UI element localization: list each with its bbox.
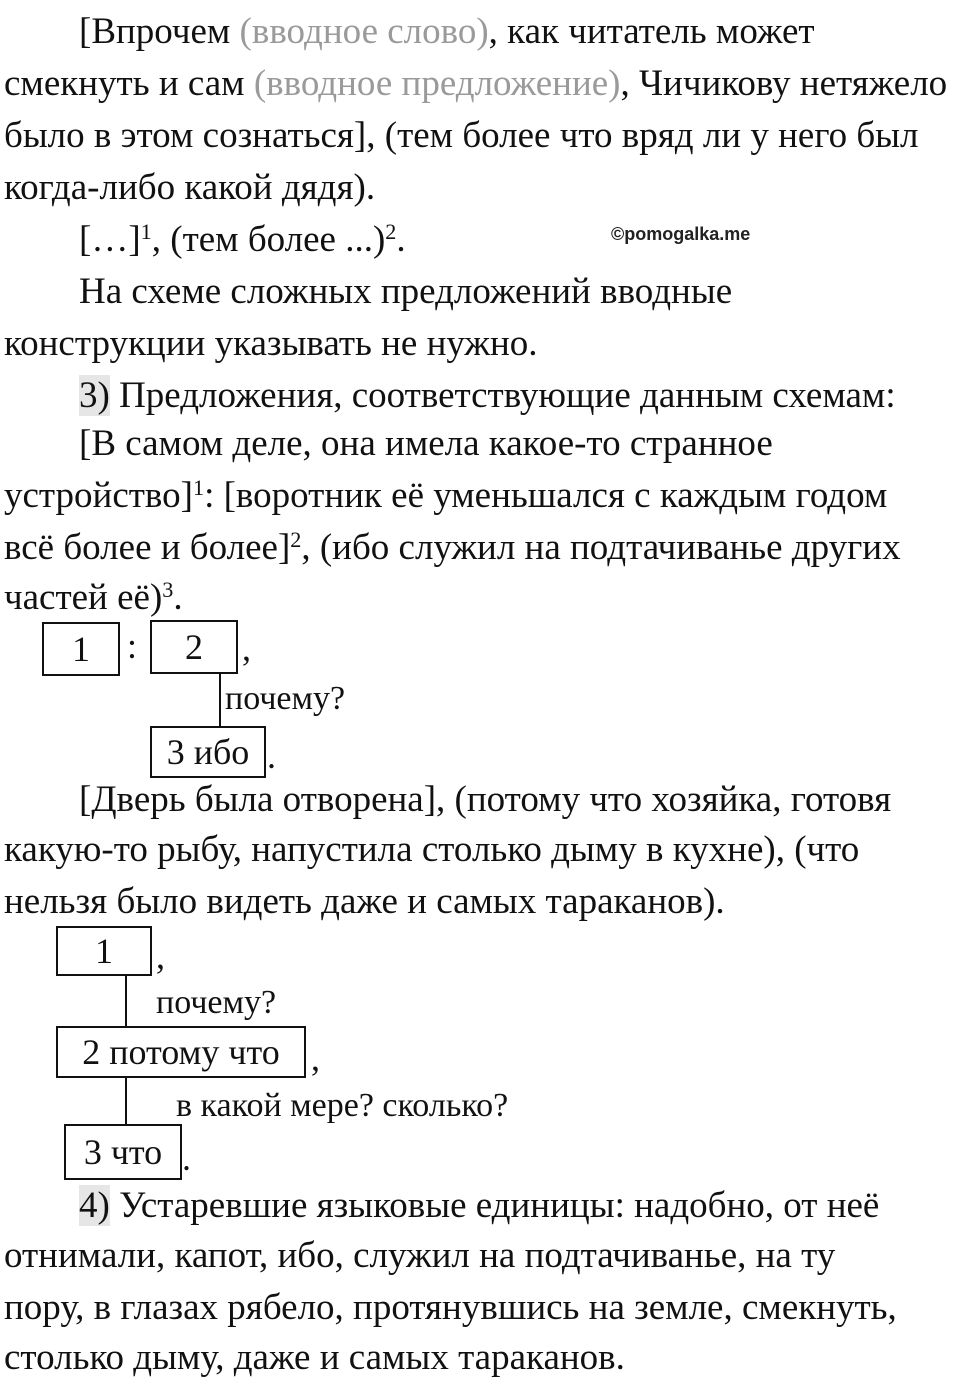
item-3-heading: 3) Предложения, соответствующие данным схемам: (79, 375, 896, 416)
clause-box-1: 1 (56, 926, 152, 976)
connector-line (125, 1078, 127, 1126)
comma-mark: , (311, 1038, 320, 1078)
paragraph-line: было в этом сознаться], (тем более что вряд ли у него был (4, 115, 919, 156)
sentence-line: [Дверь была отворена], (потому что хозяйка, готовя (79, 779, 892, 820)
clause-box-1: 1 (42, 622, 120, 676)
annotation-note: (вводное предложение) (253, 63, 621, 104)
connector-line (219, 674, 221, 726)
period-mark: . (182, 1138, 191, 1178)
item-number: 3) (79, 375, 110, 416)
sentence-line: [В самом деле, она имела какое-то странное (79, 423, 773, 464)
connector-line (125, 976, 127, 1026)
note-line: конструкции указывать не нужно. (4, 323, 538, 364)
clause-box-2: 2 потому что (56, 1026, 306, 1078)
clause-box-3: 3 ибо (150, 726, 266, 778)
clause-box-2: 2 (150, 620, 238, 674)
annotation-note: (вводное слово) (239, 11, 489, 52)
question-label: в какой мере? сколько? (176, 1087, 509, 1124)
sentence-line: нельзя было видеть даже и самых тараканов). (4, 881, 725, 922)
item-4-heading: 4) Устаревшие языковые единицы: надобно, от неё (79, 1185, 880, 1226)
item-number: 4) (79, 1185, 110, 1226)
paragraph-line: когда-либо какой дядя). (4, 167, 376, 208)
comma-mark: , (242, 628, 251, 668)
period-mark: . (267, 736, 276, 776)
colon-mark: : (127, 626, 138, 666)
sentence-line: частей её)$^3$. (4, 576, 183, 618)
question-label: почему? (156, 984, 277, 1021)
paragraph-line: отнимали, капот, ибо, служил на подтачиванье, на ту (4, 1235, 836, 1276)
question-label: почему? (225, 680, 346, 717)
sentence-line: какую-то рыбу, напустила столько дыму в кухне), (что (4, 829, 860, 870)
paragraph-line: смекнуть и сам (вводное предложение), Чичикову нетяжело (4, 63, 948, 104)
paragraph-line: пору, в глазах рябело, протянувшись на земле, смекнуть, (4, 1287, 897, 1328)
watermark: ©pomogalka.me (611, 224, 751, 244)
paragraph-line: [Впрочем (вводное слово), как читатель может (79, 11, 815, 52)
paragraph-line: столько дыму, даже и самых тараканов. (4, 1337, 625, 1378)
sentence-line: всё более и более]$^2$, (ибо служил на подтачиванье других (4, 526, 901, 568)
comma-mark: , (156, 936, 165, 976)
scheme-line: […]$^1$, (тем более ...)$^2$. (79, 218, 406, 260)
clause-box-3: 3 что (64, 1124, 182, 1180)
note-line: На схеме сложных предложений вводные (79, 271, 733, 312)
sentence-line: устройство]$^1$: [воротник её уменьшался с каждым годом (4, 474, 888, 516)
